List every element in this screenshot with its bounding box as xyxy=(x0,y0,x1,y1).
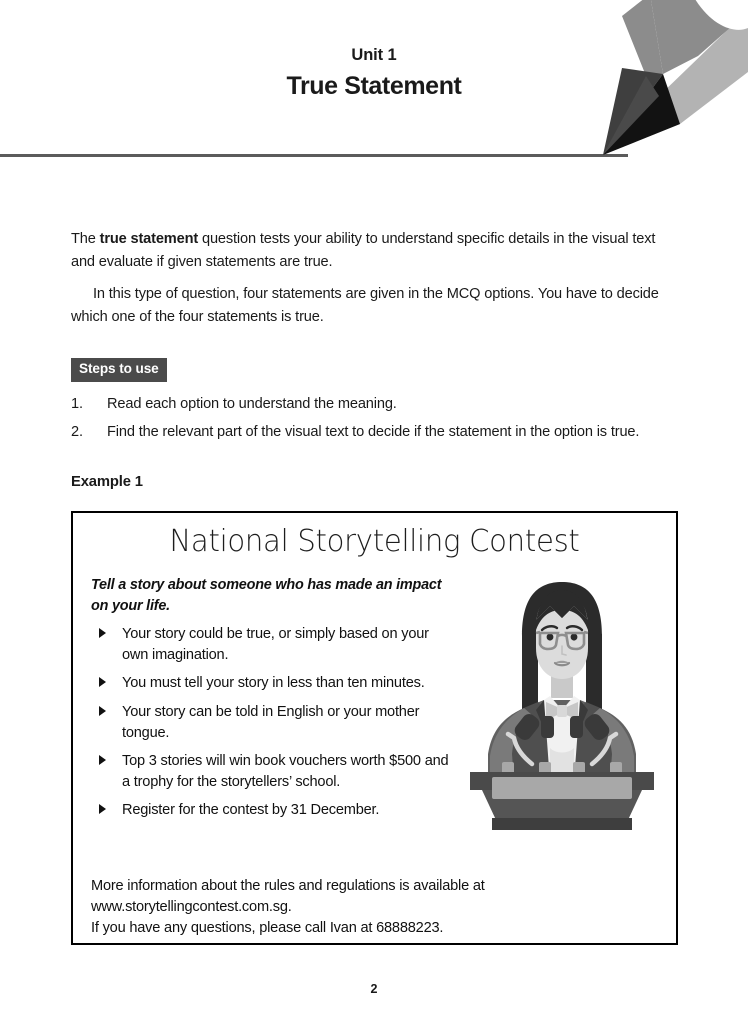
list-item xyxy=(91,800,451,821)
list-item xyxy=(91,673,451,694)
list-item xyxy=(91,624,451,666)
poster-footer xyxy=(91,876,561,939)
page-header xyxy=(0,0,748,157)
poster-title: National Storytelling Contest xyxy=(169,524,580,559)
list-item-text: Top 3 stories will win book vouchers worth $500 and a trophy for the storytellers’ school. xyxy=(122,752,449,790)
example-label: Example 1 xyxy=(71,473,143,490)
poster-footer-contact: If you have any questions, please call Ivan at 68888223. xyxy=(91,920,444,936)
triangle-bullet-icon xyxy=(99,804,106,814)
triangle-bullet-icon xyxy=(99,706,106,716)
intro-paragraph-1-post: question tests your ability to understand specific details in the visual text and evaluate if given statements are true. xyxy=(71,231,656,270)
header-divider xyxy=(0,154,628,157)
list-item-text: Your story could be true, or simply based on your own imagination. xyxy=(122,626,429,664)
steps-list-item-text: Find the relevant part of the visual text to decide if the statement in the option is true. xyxy=(107,424,640,441)
steps-list-item xyxy=(71,393,677,416)
list-item-text: Register for the contest by 31 December. xyxy=(122,802,380,819)
triangle-bullet-icon xyxy=(99,677,106,687)
triangle-bullet-icon xyxy=(99,755,106,765)
poster-body xyxy=(91,575,451,828)
list-item-text: You must tell your story in less than ten minutes. xyxy=(122,675,425,692)
poster-lede: Tell a story about someone who has made an impact on your life. xyxy=(91,577,442,615)
unit-label: Unit 1 xyxy=(351,46,397,64)
steps-to-use-badge: Steps to use xyxy=(71,358,167,382)
poster-bullet-list xyxy=(91,624,451,821)
page-number: 2 xyxy=(370,982,378,996)
steps-list-item-number: 1. xyxy=(71,396,83,413)
triangle-bullet-icon xyxy=(99,628,106,638)
body-content xyxy=(71,228,677,490)
poster-footer-website: www.storytellingcontest.com.sg. xyxy=(91,899,292,915)
list-item xyxy=(91,702,451,744)
steps-list-item-number: 2. xyxy=(71,424,83,441)
speaker-at-podium-illustration xyxy=(462,576,662,834)
example-poster-box xyxy=(71,511,678,945)
intro-paragraph-1-emphasis: true statement xyxy=(99,231,199,247)
page-title: True Statement xyxy=(286,71,462,100)
list-item-text: Your story can be told in English or your mother tongue. xyxy=(122,703,420,741)
poster-footer-line-1: More information about the rules and regulations is available at xyxy=(91,878,485,894)
intro-paragraph-1-pre: The xyxy=(71,231,100,247)
intro-paragraph-2: In this type of question, four statements are given in the MCQ options. You have to decide which one of the four statements is true. xyxy=(71,286,659,325)
steps-list xyxy=(71,393,677,443)
steps-list-item xyxy=(71,421,677,444)
intro-paragraph-1 xyxy=(71,228,677,273)
steps-list-item-text: Read each option to understand the meaning. xyxy=(107,396,397,413)
header-titles xyxy=(0,46,748,101)
list-item xyxy=(91,751,451,793)
